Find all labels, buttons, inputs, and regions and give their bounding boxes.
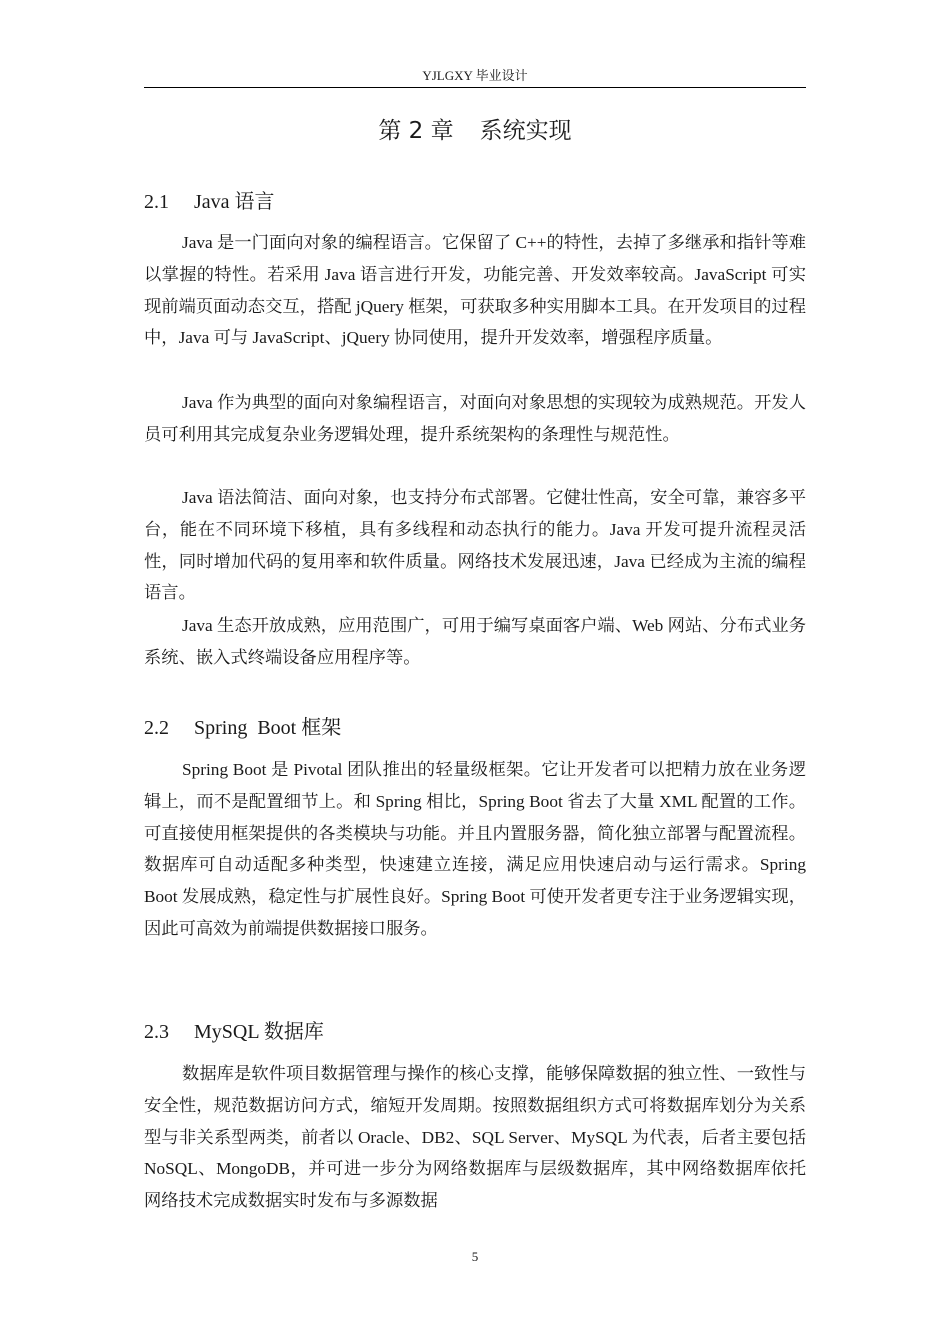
running-header: YJLGXY 毕业设计: [422, 68, 528, 83]
page-number: 5: [471, 1249, 479, 1264]
header-rule: [144, 87, 806, 88]
section-number: 2.2: [144, 717, 169, 739]
paragraph: Java 是一门面向对象的编程语言。它保留了 C++的特性，去掉了多继承和指针等难以掌握的特性。若采用 Java 语言进行开发，功能完善、开发效率较高。JavaScript 可实现前端页面动态交互，搭配 jQuery 框架，可获取多种实用脚本工具。在开发项目的过程中，Java 可与 JavaScript、jQuery 协同使用，提升开发效率，增强程序质量。: [144, 233, 806, 348]
chapter-title: [144, 116, 806, 146]
chapter-label: 第 2 章: [378, 118, 454, 144]
section-heading-2-1: [144, 188, 806, 216]
section-title: Spring Boot 框架: [194, 717, 342, 739]
section-number: 2.1: [144, 191, 169, 213]
paragraph: 数据库是软件项目数据管理与操作的核心支撑，能够保障数据的独立性、一致性与安全性，规范数据访问方式，缩短开发周期。按照数据组织方式可将数据库划分为关系型与非关系型两类，前者以 Oracle、DB2、SQL Server、MySQL 为代表，后者主要包括 NoSQL、MongoDB，并可进一步分为网络数据库与层级数据库，其中网络数据库依托网络技术完成数据实时发布与多源数据: [144, 1064, 806, 1211]
section-heading-2-3: [144, 1018, 806, 1046]
section-title: Java 语言: [194, 191, 275, 213]
paragraph: Spring Boot 是 Pivotal 团队推出的轻量级框架。它让开发者可以把精力放在业务逻辑上，而不是配置细节上。和 Spring 相比，Spring Boot 省去了大量 XML 配置的工作。可直接使用框架提供的各类模块与功能。并且内置服务器，简化独立部署与配置流程。数据库可自动适配多种类型，快速建立连接，满足应用快速启动与运行需求。Spring Boot 发展成熟，稳定性与扩展性良好。Spring Boot 可使开发者更专注于业务逻辑实现，因此可高效为前端提供数据接口服务。: [144, 760, 806, 938]
chapter-name: 系统实现: [479, 118, 572, 144]
section-number: 2.3: [144, 1021, 169, 1043]
section-title: MySQL 数据库: [194, 1021, 324, 1043]
section-heading-2-2: [144, 714, 806, 742]
paragraph: Java 语法简洁、面向对象，也支持分布式部署。它健壮性高，安全可靠，兼容多平台，能在不同环境下移植，具有多线程和动态执行的能力。Java 开发可提升流程灵活性，同时增加代码的复用率和软件质量。网络技术发展迅速，Java 已经成为主流的编程语言。: [144, 488, 806, 603]
paragraph: Java 作为典型的面向对象编程语言，对面向对象思想的实现较为成熟规范。开发人员可利用其完成复杂业务逻辑处理，提升系统架构的条理性与规范性。: [144, 393, 806, 444]
paragraph: Java 生态开放成熟，应用范围广，可用于编写桌面客户端、Web 网站、分布式业务系统、嵌入式终端设备应用程序等。: [144, 616, 806, 667]
